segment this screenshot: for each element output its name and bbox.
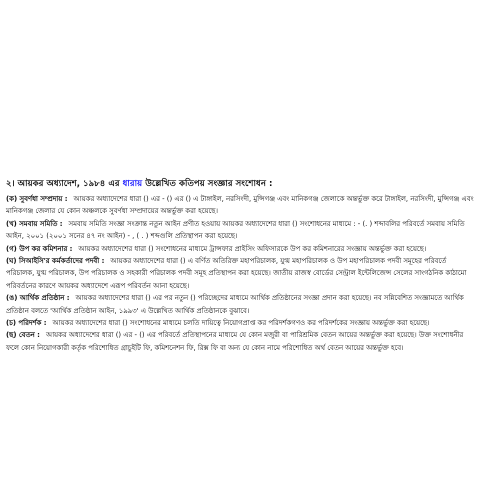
item-paragraph bbox=[6, 243, 474, 255]
item-paragraph bbox=[6, 193, 474, 218]
item-paragraph bbox=[6, 218, 474, 243]
item-text: আয়কর অধ্যাদেশের ধারা () এর পর নতুন () পরিচ্ছেদের মাধ্যমে আর্থিক প্রতিষ্ঠানের সংজ্ঞা প্রদান করা হয়েছে। নব সন্নিবেশিত সংজ্ঞামতে আর্থিক প্রতিষ্ঠান বলতে 'আর্থিক প্রতিষ্ঠান আইন, ১৯৯৩' এ উল্লেখিত আর্থিক প্রতিষ্ঠানকে বুঝাবে। bbox=[6, 294, 464, 315]
item-label: (গ) উপ কর কমিশনার : bbox=[6, 244, 73, 253]
heading-prefix: ২। আয়কর অধ্যাদেশ, ১৯৮৪ এর bbox=[6, 179, 120, 189]
item-label: (ছ) বেতন : bbox=[6, 331, 40, 340]
item-paragraph bbox=[6, 292, 474, 317]
item-text: আয়কর অধ্যাদেশের ধারা () এ বর্ণিত অতিরিক্ত মহাপরিচালক, যুগ্ম মহাপরিচালক ও উপ মহাপরিচালক পদবী সমূহের পরিবর্তে পরিচালক, যুগ্ম পরিচালক, উপ পরিচালক ও সহকারী পরিচালক পদবী সমূহ প্রতিস্থাপন করা হয়েছে। জাতীয় রাজস্ব বোর্ডের সেন্ট্রাল ইন্টেলিজেন্স সেলের সাংগঠনিক কাঠামো পরিবর্তনের কারণে আয়কর অধ্যাদেশে এরূপ পরিবর্তন আনা হয়েছে। bbox=[6, 257, 467, 290]
item-text: আয়কর অধ্যাদেশের ধারা () এর - () এর পরিবর্তে প্রতিস্থাপনের মাধ্যমে যে কোন মজুরী বা পারিশ্রমিক বেতন আয়ের অন্তর্ভুক্ত করা হয়েছে। উক্ত সংশোধনীর ফলে কোন নিয়োগকারী কর্তৃক পরিশোধিত গ্রাচুইটি ফি, কমিশনেশন ফি, রিক্স ফি বা অন্য যে কোন নামে পরিশোধিত অর্থ বেতন আয়ের অন্তর্ভুক্ত হবে। bbox=[6, 331, 464, 352]
section-heading bbox=[6, 178, 474, 190]
item-paragraph bbox=[6, 317, 474, 329]
item-text: সমবায় সমিতি সংজ্ঞা সংক্রান্ত নতুন আইন প্রণীত হওয়ায় আয়কর অধ্যাদেশের ধারা () সংশোধনের মাধ্যমে : - (. ) শব্দাবলির পরিবর্তে সমবায় সমিতি আইন, ২০০১ (২০০১ সনের ৪৭ নং আইন) - , ( . ) শব্দগুলি প্রতিস্থাপন করা হয়েছে। bbox=[6, 219, 465, 241]
item-text: আয়কর অধ্যাদেশের ধারা () এর - () এর () এ টাঙ্গাইল, নরসিংদী, মুন্সিগঞ্জ এবং মানিকগঞ্জ জেলাকে অন্তর্ভুক্ত করে টাঙ্গাইল, নরসিংদী, মুন্সিগঞ্জ এবং মানিকগঞ্জ জেলার যে কোন অঞ্চলকে সুবর্ণধা সম্প্রদায়ের অন্তর্ভুক্ত করা হয়েছে। bbox=[6, 195, 474, 216]
item-label: (ক) সুবর্ণধা সম্প্রদায় : bbox=[6, 195, 68, 203]
heading-suffix: উল্লেখিত কতিপয় সংজ্ঞার সংশোধন : bbox=[145, 179, 273, 189]
item-label: (ঙ) আর্থিক প্রতিষ্ঠান : bbox=[6, 294, 70, 303]
item-label: (চ) পরিদর্শক : bbox=[6, 319, 47, 328]
item-text: আয়কর অধ্যাদেশের ধারা () সংশোধনের মাধ্যমে ট্রান্সফার প্রাইসিং অফিসারকে উপ কর কমিশনারের সংজ্ঞায় অন্তর্ভুক্ত করা হয়েছে। bbox=[78, 244, 427, 253]
item-paragraph bbox=[6, 329, 474, 354]
item-label: (ঘ) সিআইসি'র কর্মকর্তাদের পদবী : bbox=[6, 257, 105, 266]
heading-highlight: ধারায় bbox=[122, 179, 143, 189]
item-text: আয়কর অধ্যাদেশের ধারা () সংশোধনের মাধ্যমে চলতি দায়িত্বে নিয়োগপ্রাপ্ত কর পরিদর্শকগণও কর পরিদর্শকের সংজ্ঞায় অন্তর্ভুক্ত করা হয়েছে। bbox=[52, 319, 430, 328]
item-paragraph bbox=[6, 255, 474, 292]
item-label: (খ) সমবায় সমিতি : bbox=[6, 219, 63, 228]
